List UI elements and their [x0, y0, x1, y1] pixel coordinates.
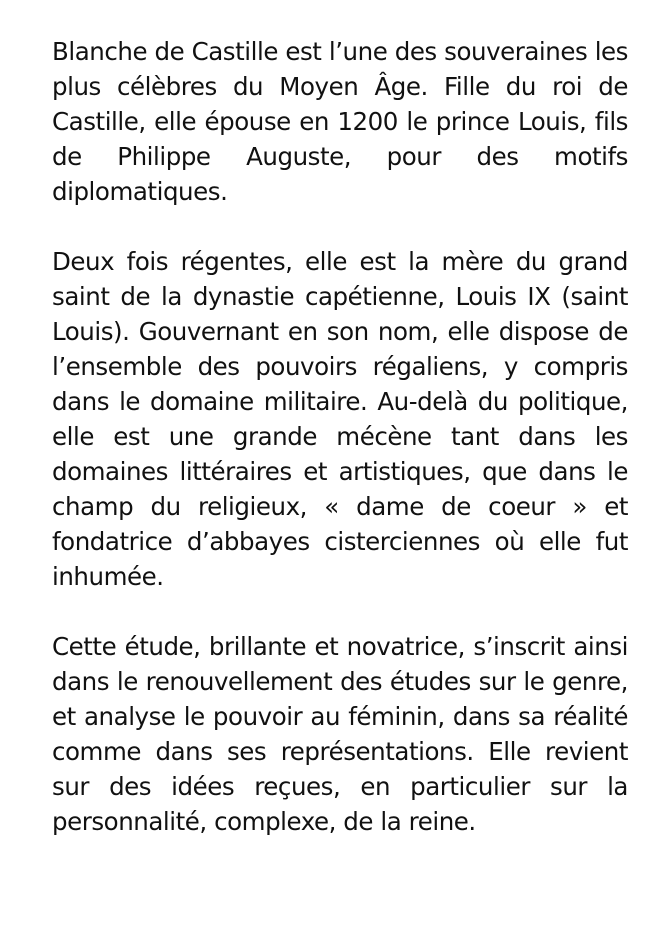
- paragraph-study: Cette étude, brillante et novatrice, s’inscrit ainsi dans le renouvellement des études sur le genre, et analyse le pouvoir au féminin, dans sa réalité comme dans ses représentations. Elle revient sur des idées reçues, en particulier sur la personnalité, complexe, de la reine.: [52, 632, 628, 836]
- paragraph-regency: Deux fois régentes, elle est la mère du grand saint de la dynastie capétienne, Louis IX (saint Louis). Gouvernant en son nom, elle dispose de l’ensemble des pouvoirs régaliens, y compris dans le domaine militaire. Au-delà du politique, elle est une grande mécène tant dans les domaines littéraires et artistiques, que dans le champ du religieux, « dame de coeur » et fondatrice d’abbayes cisterciennes où elle fut inhumée.: [52, 247, 628, 591]
- paragraph-introduction: Blanche de Castille est l’une des souveraines les plus célèbres du Moyen Âge. Fille du roi de Castille, elle épouse en 1200 le prince Louis, fils de Philippe Auguste, pour des motifs diplomatiques.: [52, 37, 628, 206]
- book-description: [52, 34, 628, 839]
